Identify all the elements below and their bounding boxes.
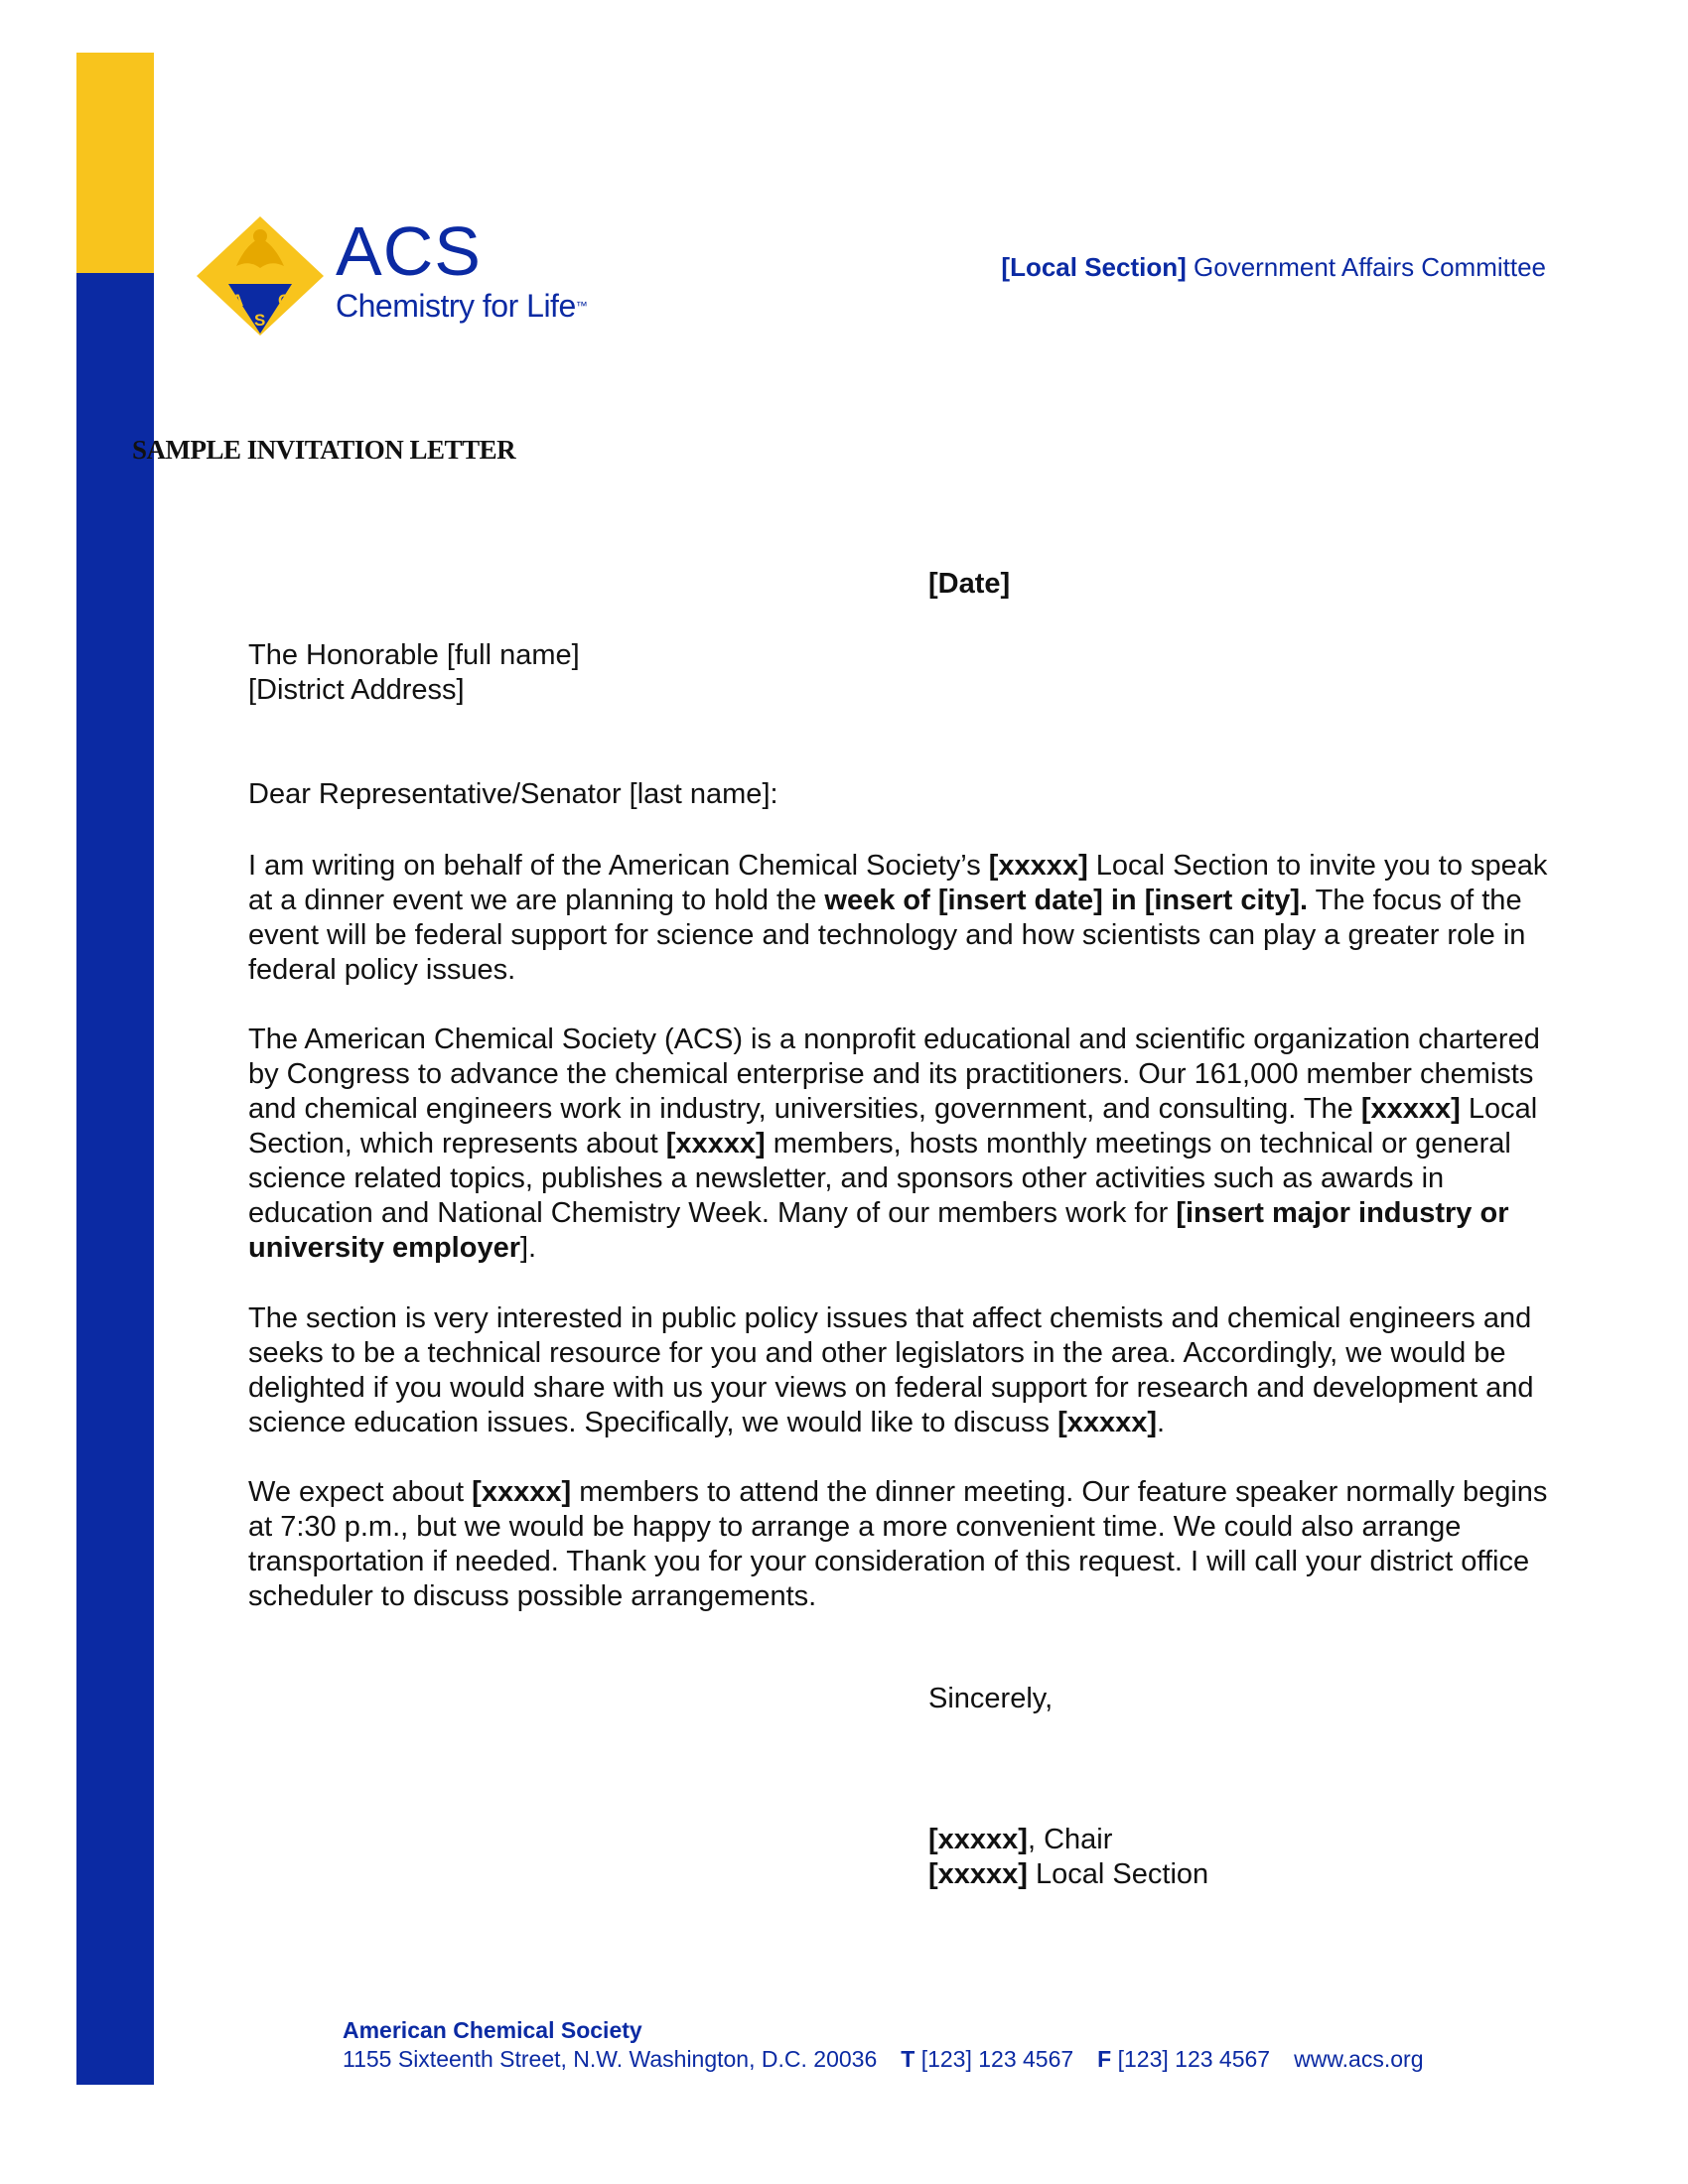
p1-text-c: Local Section to invite you to speak at a dinner event we are planning to hold the <box>248 850 1548 916</box>
footer-fax-label: F <box>1097 2046 1112 2072</box>
paragraph-3 <box>248 1301 1559 1440</box>
paragraph-2-text <box>248 1023 1559 1266</box>
recipient-address <box>248 638 1559 708</box>
p3-placeholder: [xxxxx] <box>1057 1407 1158 1438</box>
emblem-letter-s: S <box>254 311 266 330</box>
paragraph-4 <box>248 1475 1559 1614</box>
p2-text-e: members, hosts monthly meetings on technical or general science related topics, publishes a newsletter, and sponsors other activities such as awards in education and National Chemistry Week. Many of our members work for <box>248 1128 1511 1229</box>
p2-text-a: The American Chemical Society (ACS) is a nonprofit educational and scientific organization chartered by Congress to advance the chemical enterprise and its practitioners. Our 161,000 member chemists and chemical engineers work in industry, universities, government, and consulting. The <box>248 1024 1540 1125</box>
footer-fax: [123] 123 4567 <box>1117 2046 1271 2072</box>
p1-text-e: The focus of the event will be federal support for science and technology and how scientists can play a greater role in federal policy issues. <box>248 885 1526 986</box>
emblem-letter-c: C <box>278 291 291 310</box>
logo-tagline <box>336 288 587 324</box>
accent-bar-yellow <box>76 53 154 273</box>
address-line-2: [District Address] <box>248 674 465 706</box>
p4-text-c: members to attend the dinner meeting. Our feature speaker normally begins at 7:30 p.m., but we would be happy to arrange a more convenient time. We could also arrange transportation if needed. Thank you for your consideration of this request. I will call your district office scheduler to discuss possible arrangements. <box>248 1476 1548 1612</box>
signature-line-2 <box>928 1857 1208 1892</box>
p2-employer: [insert major industry or university employer <box>248 1197 1509 1264</box>
p1-text-a: I am writing on behalf of the American Chemical Society’s <box>248 850 989 882</box>
logo-tagline-text: Chemistry for Life <box>336 288 576 324</box>
trademark-mark: ™ <box>575 299 588 313</box>
footer-contact <box>343 2045 1423 2074</box>
footer-tel-label: T <box>901 2046 915 2072</box>
p4-text-a: We expect about <box>248 1476 473 1508</box>
p1-date-city: week of [insert date] in [insert city]. <box>824 885 1309 916</box>
p2-placeholder-2: [xxxxx] <box>665 1128 766 1160</box>
signature-line-1 <box>928 1823 1208 1857</box>
p1-placeholder: [xxxxx] <box>988 850 1088 882</box>
emblem-letter-a: A <box>231 291 244 310</box>
signature-section-label: Local Section <box>1027 1858 1209 1890</box>
signature-section: [xxxxx] <box>928 1858 1028 1890</box>
committee-local-section: [Local Section] <box>1001 252 1187 282</box>
logo-acs-text: ACS <box>336 212 482 290</box>
letter-date: [Date] <box>928 568 1011 600</box>
paragraph-2 <box>248 1023 1559 1266</box>
footer-org: American Chemical Society <box>343 2017 642 2043</box>
acs-logo <box>195 208 592 347</box>
p2-text-g: ]. <box>520 1232 537 1264</box>
paragraph-3-text <box>248 1301 1559 1440</box>
paragraph-4-text <box>248 1475 1559 1614</box>
footer-website-link[interactable]: www.acs.org <box>1294 2046 1424 2072</box>
committee-name: Government Affairs Committee <box>1186 252 1546 282</box>
paragraph-1-text <box>248 849 1559 988</box>
accent-bar-blue <box>76 273 154 2085</box>
p2-placeholder-1: [xxxxx] <box>1360 1093 1461 1125</box>
signature-name: [xxxxx] <box>928 1824 1028 1855</box>
closing: Sincerely, <box>928 1683 1054 1714</box>
footer-address: 1155 Sixteenth Street, N.W. Washington, D.C. 20036 <box>343 2046 878 2072</box>
address-line-1: The Honorable [full name] <box>248 639 580 671</box>
p3-text-a: The section is very interested in public policy issues that affect chemists and chemical engineers and seeks to be a technical resource for you and other legislators in the area. Accordingly, we would be delighted if you would share with us your views on federal support for research and development and science education issues. Specifically, we would like to discuss <box>248 1302 1534 1438</box>
paragraph-1 <box>248 849 1559 988</box>
footer-tel: [123] 123 4567 <box>920 2046 1074 2072</box>
footer <box>343 2016 1423 2074</box>
p2-text-c: Local Section, which represents about <box>248 1093 1538 1160</box>
signature-title: , Chair <box>1027 1824 1113 1855</box>
salutation: Dear Representative/Senator [last name]: <box>248 778 778 810</box>
committee-header <box>1001 252 1546 283</box>
p3-text-c: . <box>1157 1407 1166 1438</box>
signature-block <box>928 1823 1208 1892</box>
acs-emblem-icon <box>195 208 326 338</box>
p4-placeholder: [xxxxx] <box>472 1476 572 1508</box>
page-title: SAMPLE INVITATION LETTER <box>132 435 516 465</box>
